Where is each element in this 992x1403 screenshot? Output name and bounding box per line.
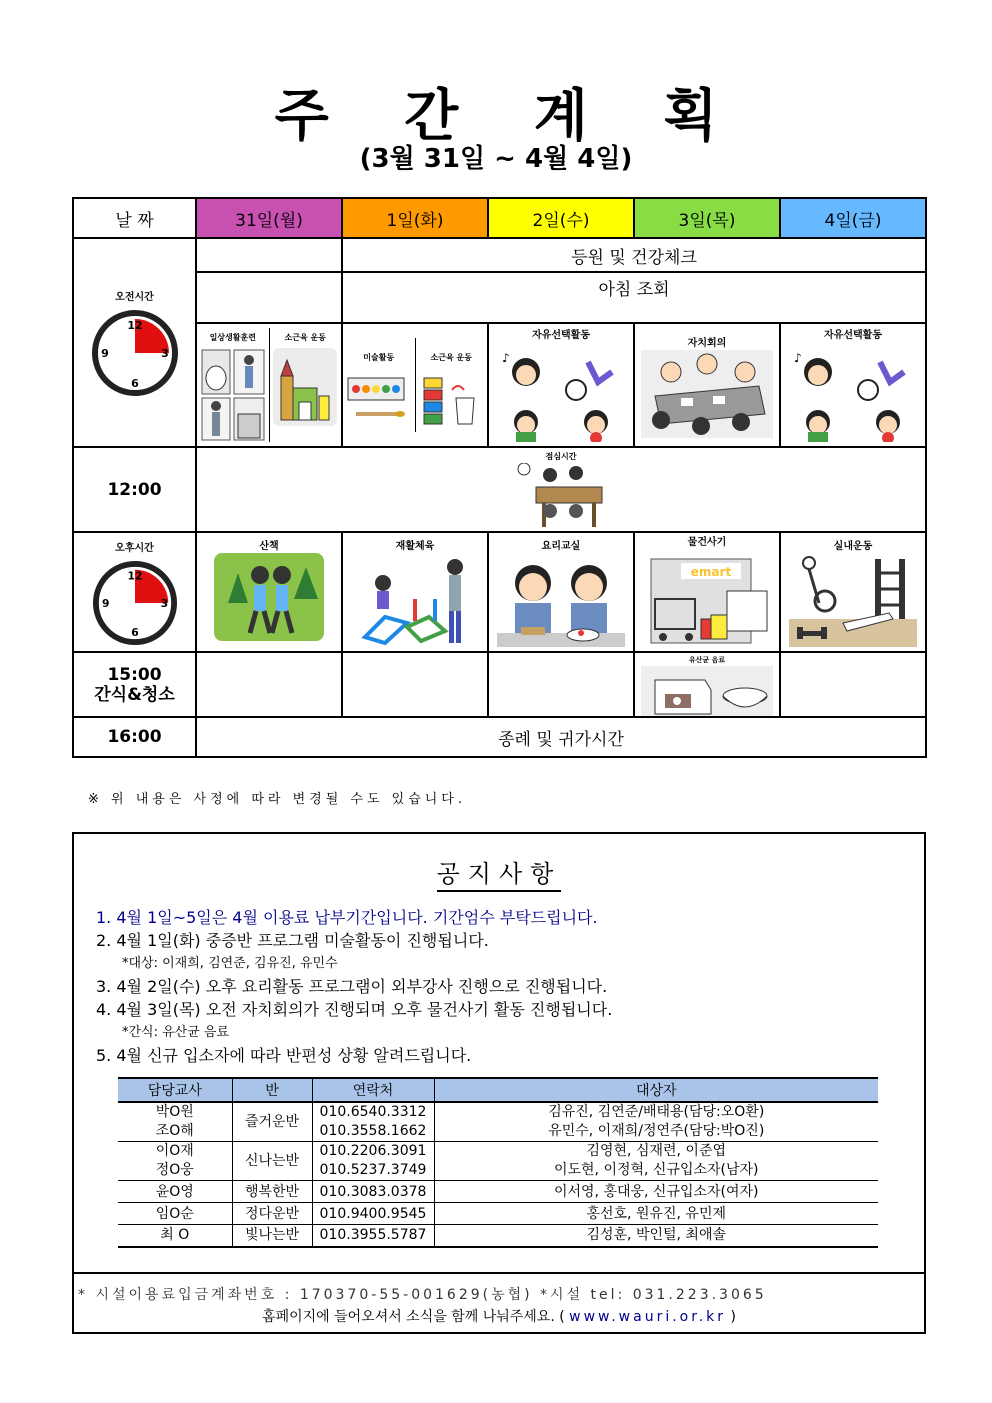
weekly-schedule-table [72, 197, 927, 758]
wed-morning-cell [488, 323, 634, 447]
snack-time-cell [73, 652, 196, 717]
singing-icon [788, 342, 918, 442]
teacher-cell [118, 1142, 232, 1181]
block-building-icon [273, 348, 337, 426]
assembly-cell: 아침 조회 [342, 272, 926, 323]
phone-number: 010.9400.9545 [312, 1203, 434, 1225]
rehab-cell [342, 532, 488, 652]
homepage-text: 홈페이지에 들어오셔서 소식을 함께 나눠주세요. ( [262, 1309, 565, 1325]
notice-title: 공지사항 [437, 860, 562, 892]
gym-icon [789, 553, 917, 647]
morning-label: 오전시간 [115, 292, 154, 303]
target-list: 이도현, 이정혁, 신규입소자(남자) [553, 1162, 759, 1178]
class-name: 즐거운반 [232, 1102, 312, 1142]
cooking-cell [488, 532, 634, 652]
empty-cell [196, 238, 342, 272]
target-list: 이서영, 홍대웅, 신규입소자(여자) [434, 1181, 878, 1203]
phone-number: 010.6540.3312 [319, 1104, 427, 1120]
phone-cell [312, 1102, 434, 1142]
svg-text:6: 6 [130, 377, 139, 390]
act-label: 자유선택활동 [824, 330, 882, 341]
lunch-icon [516, 463, 606, 529]
end-time: 16:00 [73, 717, 196, 757]
class-name: 빛나는반 [232, 1225, 312, 1247]
notice-subitem: *간식: 유산균 음료 [122, 1025, 230, 1040]
page-title: 주 간 계 획 [274, 84, 746, 149]
homepage-close: ) [730, 1309, 736, 1325]
shopping-icon [641, 549, 773, 645]
homepage-line [74, 1306, 924, 1326]
snack-time: 15:00 [107, 664, 162, 685]
phone-number: 010.3083.0378 [312, 1181, 434, 1203]
phone-number: 010.5237.3749 [319, 1162, 427, 1178]
snack-label: 간식&청소 [94, 684, 175, 705]
day-header-mon: 31일(월) [196, 198, 342, 238]
arrival-cell: 등원 및 건강체크 [342, 238, 926, 272]
target-list: 김유진, 김연준/배태용(담당:오O환) [548, 1104, 765, 1120]
fri-morning-cell [780, 323, 926, 447]
afternoon-label: 오후시간 [115, 542, 154, 554]
homepage-link[interactable]: www.wauri.or.kr [569, 1309, 727, 1325]
day-header-wed: 2일(수) [488, 198, 634, 238]
teacher-name: 윤O영 [118, 1181, 232, 1203]
singing-icon [496, 342, 626, 442]
target-list: 김성훈, 박인털, 최애솔 [434, 1225, 878, 1247]
teacher-name: 정O웅 [155, 1162, 194, 1178]
table-row [118, 1203, 878, 1225]
svg-text:♪: ♪ [794, 351, 802, 365]
teacher-name: 박O원 [155, 1104, 194, 1120]
morning-time-cell [73, 238, 196, 447]
walking-icon [214, 553, 324, 641]
walk-cell [196, 532, 342, 652]
act-label: 소근육 운동 [284, 333, 326, 342]
lunch-label: 점심시간 [545, 451, 577, 461]
phone-number: 010.3558.1662 [319, 1123, 427, 1139]
targets-cell [434, 1142, 878, 1181]
lunch-cell [196, 447, 926, 532]
afternoon-time-cell [73, 532, 196, 652]
thu-morning-cell [634, 323, 780, 447]
milk-bowl-icon [641, 666, 773, 716]
shopping-cell [634, 532, 780, 652]
svg-text:6: 6 [130, 625, 139, 639]
notice-title-wrap [74, 854, 924, 889]
notice-item: 1. 4월 1일~5일은 4월 이용료 납부기간입니다. 기간엄수 부탁드립니다. [96, 908, 598, 927]
svg-text:♪: ♪ [502, 351, 510, 365]
roster-header: 대상자 [434, 1078, 878, 1102]
clock-icon [91, 309, 179, 397]
mart-logo: emart [690, 565, 732, 579]
meeting-icon [641, 350, 773, 438]
empty-cell [780, 652, 926, 717]
svg-text:9: 9 [100, 347, 109, 360]
indoor-exercise-cell [780, 532, 926, 652]
class-name: 신나는반 [232, 1142, 312, 1181]
date-range: (3월 31일 ~ 4월 4일) [359, 144, 633, 174]
thu-snack-cell [634, 652, 780, 717]
notice-list [96, 906, 612, 1067]
roster-header: 연락처 [312, 1078, 434, 1102]
act-label: 미술활동 [363, 353, 395, 362]
day-header-fri: 4일(금) [780, 198, 926, 238]
svg-text:3: 3 [160, 596, 168, 610]
rehab-exercise-icon [355, 553, 475, 647]
table-row [118, 1181, 878, 1203]
class-name: 행복한반 [232, 1181, 312, 1203]
date-header: 날 짜 [73, 198, 196, 238]
target-list: 홍선호, 원유진, 유민제 [434, 1203, 878, 1225]
cooking-icon [497, 553, 625, 647]
teacher-name: 임O순 [118, 1203, 232, 1225]
targets-cell [434, 1102, 878, 1142]
act-label: 산책 [259, 541, 279, 552]
teacher-name: 조O해 [155, 1123, 194, 1139]
notice-item: 5. 4월 신규 입소자에 따라 반편성 상황 알려드립니다. [96, 1046, 472, 1065]
svg-text:12: 12 [127, 569, 142, 583]
clock-icon [92, 560, 178, 646]
target-list: 유민수, 이재희/정연주(담당:박O진) [548, 1123, 765, 1139]
phone-number: 010.3955.5787 [312, 1225, 434, 1247]
notice-subitem: *대상: 이재희, 김연준, 김유진, 유민수 [122, 956, 338, 971]
act-label: 요리교실 [541, 541, 581, 552]
bank-account-info: * 시설이용료입금계좌번호 : 170370-55-001629(농협) *시설 tel: 031.223.3065 [78, 1287, 767, 1303]
closing-cell: 종례 및 귀가시간 [196, 717, 926, 757]
svg-text:3: 3 [160, 347, 169, 360]
act-label: 자유선택활동 [532, 330, 590, 341]
notice-box [72, 832, 926, 1334]
empty-cell [196, 652, 342, 717]
table-row [118, 1225, 878, 1247]
divider [74, 1272, 924, 1274]
class-name: 정다운반 [232, 1203, 312, 1225]
roster-header: 담당교사 [118, 1078, 232, 1102]
painting-icon [346, 368, 412, 428]
teacher-name: 이O재 [155, 1143, 194, 1159]
teacher-name: 최 O [118, 1225, 232, 1247]
act-label: 일상생활훈련 [209, 333, 256, 342]
noon-time: 12:00 [73, 447, 196, 532]
empty-cell [342, 652, 488, 717]
notice-item: 2. 4월 1일(화) 중증반 프로그램 미술활동이 진행됩니다. [96, 931, 489, 950]
tue-morning-cell [342, 323, 488, 447]
empty-cell [488, 652, 634, 717]
empty-cell [196, 272, 342, 323]
act-label: 자치회의 [687, 338, 727, 349]
act-label: 실내운동 [833, 541, 873, 552]
phone-cell [312, 1142, 434, 1181]
table-row [118, 1142, 878, 1181]
target-list: 김영현, 심재련, 이준엽 [586, 1143, 727, 1159]
class-roster-table [118, 1077, 878, 1248]
table-row [118, 1102, 878, 1142]
cup-stacking-icon [418, 368, 484, 432]
act-label: 물건사기 [687, 537, 727, 548]
roster-header: 반 [232, 1078, 312, 1102]
snack-thu-label: 유산균 음료 [688, 656, 726, 664]
notice-item: 4. 4월 3일(목) 오전 자치회의가 진행되며 오후 물건사기 활동 진행됩니다. [96, 1000, 613, 1019]
notice-item: 3. 4월 2일(수) 오후 요리활동 프로그램이 외부강사 진행으로 진행됩니다. [96, 977, 608, 996]
teacher-cell [118, 1102, 232, 1142]
day-header-tue: 1일(화) [342, 198, 488, 238]
mon-morning-cell [196, 323, 342, 447]
act-label: 소근육 운동 [430, 353, 472, 362]
daily-living-icon [200, 348, 266, 442]
phone-number: 010.2206.3091 [319, 1143, 427, 1159]
day-header-thu: 3일(목) [634, 198, 780, 238]
svg-text:9: 9 [101, 596, 109, 610]
act-label: 재활체육 [395, 541, 435, 552]
disclaimer: ※ 위 내용은 사정에 따라 변경될 수도 있습니다. [88, 792, 466, 807]
svg-text:12: 12 [126, 319, 143, 332]
